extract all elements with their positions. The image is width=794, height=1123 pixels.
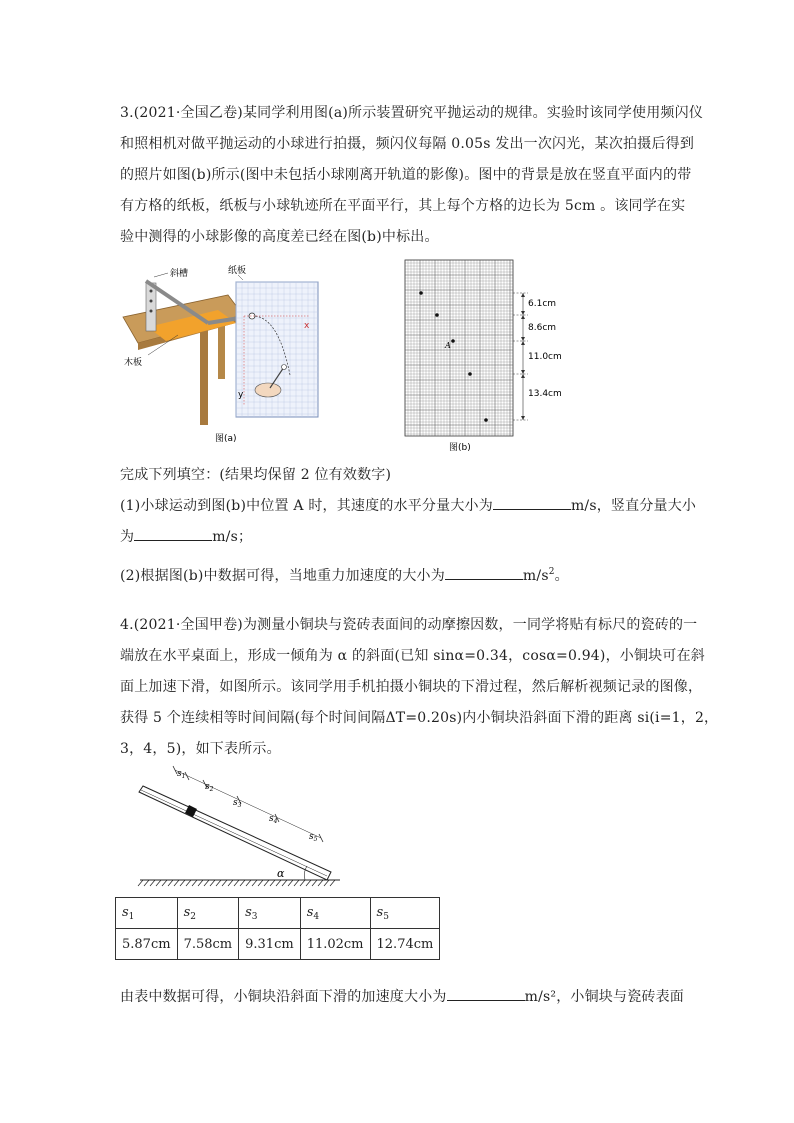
- q3-line-5: 验中测得的小球影像的高度差已经在图(b)中标出。: [120, 229, 439, 245]
- table-cell: 5.87cm: [116, 929, 178, 960]
- axis-y-label: y: [238, 390, 244, 400]
- q4-last-line: [120, 982, 684, 1013]
- q3-part2-sup: 2: [548, 567, 555, 577]
- incline-figure: [135, 758, 345, 888]
- q3-part1-text-b: m/s，竖直分量大小: [570, 498, 697, 514]
- q3-line-4: 有方格的纸板，纸板与小球轨迹所在平面平行，其上每个方格的边长为 5cm 。该同学在实: [120, 198, 686, 214]
- q3-parts: [120, 460, 697, 592]
- label-wood: 木板: [124, 358, 143, 368]
- table-leg-back: [218, 319, 225, 379]
- seg-label-s5: $s_5$: [309, 832, 318, 843]
- ball-image-5: [484, 418, 488, 422]
- figure-b-caption: 图(b): [449, 443, 471, 453]
- axis-x-label: x: [304, 321, 310, 331]
- q4-last-text-a: 由表中数据可得，小铜块沿斜面下滑的加速度大小为: [120, 989, 447, 1005]
- q4-line-2: 端放在水平桌面上，形成一倾角为 α 的斜面(已知 sinα=0.34，cosα=0.94)，小铜块可在斜: [120, 648, 705, 664]
- table-leg: [200, 325, 208, 425]
- table-header-s3: $s_3$: [239, 898, 301, 929]
- q3-part2-line: [120, 557, 680, 592]
- figure-b: [400, 258, 570, 454]
- q3-intro: [120, 98, 704, 253]
- measure-2: 8.6cm: [528, 323, 557, 333]
- q4-line-3: 面上加速下滑，如图所示。该同学用手机拍摄小铜块的下滑过程，然后解析视频记录的图像，: [120, 679, 703, 695]
- ball-image-a: [451, 339, 455, 343]
- q4-line-5: 3，4，5)，如下表所示。: [120, 741, 281, 757]
- answer-blank-accel[interactable]: [447, 986, 525, 1001]
- q4-line-4: 获得 5 个连续相等时间间隔(每个时间间隔ΔT=0.20s)内小铜块沿斜面下滑的距离 si(i=1，2，: [120, 710, 719, 726]
- figure-a-caption: 图(a): [215, 434, 237, 444]
- measure-1: 6.1cm: [528, 299, 557, 309]
- q3-line-3: 的照片如图(b)所示(图中未包括小球刚离开轨道的影像)。图中的背景是放在竖直平面内的带: [120, 167, 692, 183]
- q3-part2-text-a: (2)根据图(b)中数据可得，当地重力加速度的大小为: [120, 568, 445, 584]
- table-header-row: [116, 898, 440, 929]
- table-cell: 12.74cm: [370, 929, 440, 960]
- table-header-s2: $s_2$: [177, 898, 239, 929]
- point-a-label: A: [445, 341, 451, 350]
- measure-3: 11.0cm: [528, 352, 562, 362]
- distance-table: [115, 897, 440, 960]
- answer-blank-vy[interactable]: [134, 526, 212, 541]
- hand: [255, 383, 281, 397]
- answer-blank-vx[interactable]: [493, 495, 571, 510]
- q4-intro: [120, 610, 719, 765]
- answer-blank-g[interactable]: [445, 565, 523, 580]
- label-chute: 斜槽: [170, 269, 189, 279]
- seg-label-s4: $s_4$: [269, 814, 278, 825]
- seg-label-s1: $s_1$: [177, 769, 186, 780]
- measure-4: 13.4cm: [528, 389, 562, 399]
- q3-instruction: 完成下列填空：(结果均保留 2 位有效数字): [120, 467, 392, 483]
- q4-last: [120, 982, 684, 1013]
- ball-image-2: [435, 313, 439, 317]
- table-value-row: [116, 929, 440, 960]
- table-header-s4: $s_4$: [300, 898, 370, 929]
- table-cell: 9.31cm: [239, 929, 301, 960]
- q3-part1-line2: [120, 522, 680, 553]
- table-cell: 7.58cm: [177, 929, 239, 960]
- table-cell: 11.02cm: [300, 929, 370, 960]
- q3-part1-text-a: (1)小球运动到图(b)中位置 A 时，其速度的水平分量大小为: [120, 498, 493, 514]
- q3-line-1: 3.(2021·全国乙卷)某同学利用图(a)所示装置研究平抛运动的规律。实验时该同学使用频闪仪: [120, 105, 704, 121]
- q4-last-text-b: m/s²，小铜块与瓷砖表面: [524, 989, 684, 1005]
- q3-part2-text-c: 。: [554, 568, 569, 584]
- q3-line-2: 和照相机对做平抛运动的小球进行拍摄，频闪仪每隔 0.05s 发出一次闪光，某次拍摄后得到: [120, 136, 695, 152]
- angle-label: α: [277, 867, 285, 880]
- q3-part1-text-c: 为: [120, 529, 135, 545]
- figure-a: [118, 255, 333, 450]
- q3-part1-line1: [120, 491, 697, 522]
- q4-line-1: 4.(2021·全国甲卷)为测量小铜块与瓷砖表面间的动摩擦因数，一同学将贴有标尺的瓷砖的一: [120, 617, 698, 633]
- table-header-s5: $s_5$: [370, 898, 440, 929]
- grid-board: [236, 282, 318, 417]
- ball-image-1: [419, 291, 423, 295]
- seg-label-s3: $s_3$: [233, 798, 242, 809]
- seg-label-s2: $s_2$: [205, 782, 214, 793]
- q3-part2-text-b: m/s: [522, 568, 549, 584]
- label-board: 纸板: [228, 266, 247, 276]
- q3-part1-text-d: m/s；: [212, 529, 253, 545]
- table-header-s1: $s_1$: [116, 898, 178, 929]
- ball-image-4: [468, 372, 472, 376]
